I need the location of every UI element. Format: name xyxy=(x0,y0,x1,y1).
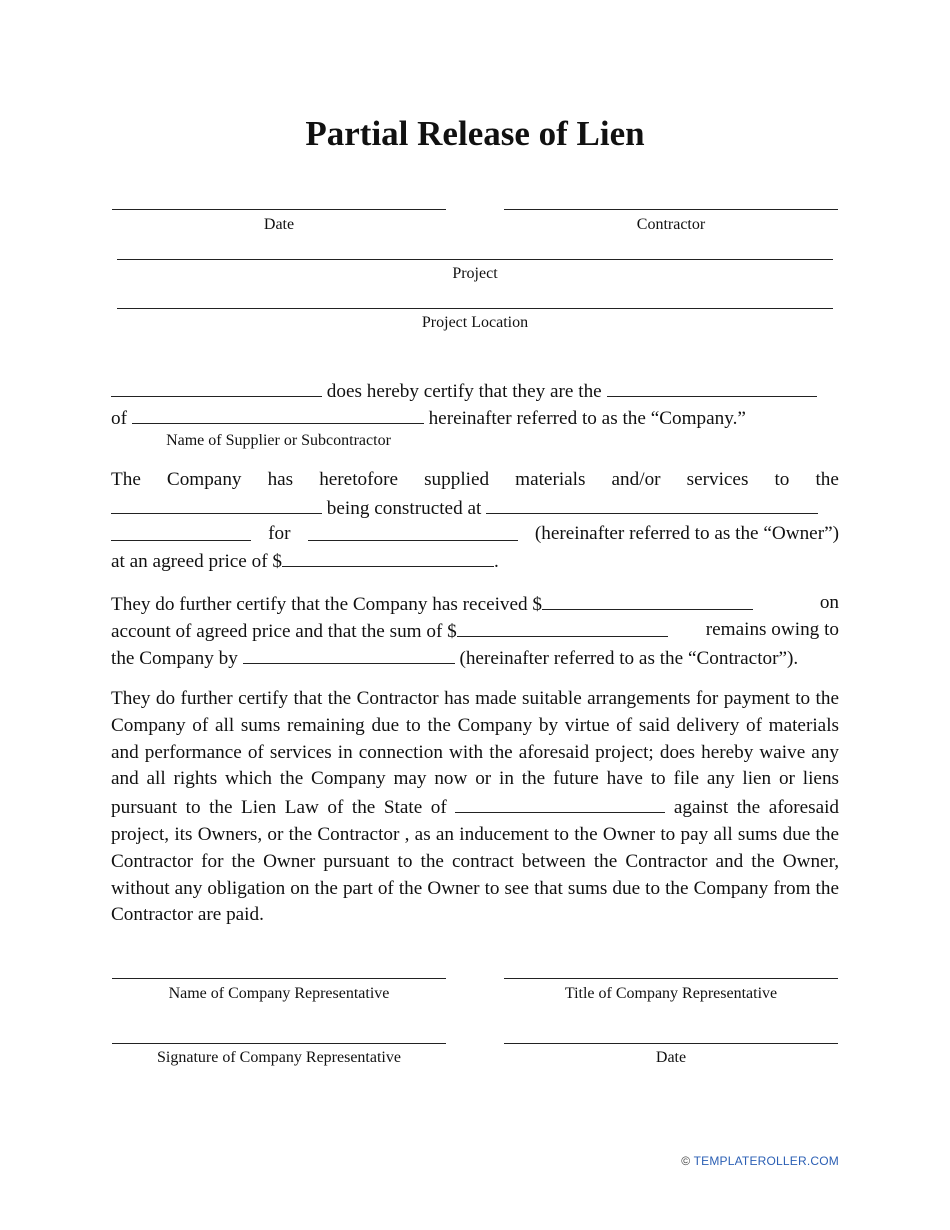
footer-brand[interactable] xyxy=(681,1154,839,1168)
owner-name-blank[interactable] xyxy=(308,521,518,541)
client-blank[interactable] xyxy=(111,521,251,541)
company-reference-text: hereinafter referred to as the “Company.” xyxy=(428,407,746,429)
project-location-field-label: Project Location xyxy=(421,314,529,331)
for-text: for xyxy=(268,522,291,544)
rep-title-line[interactable] xyxy=(504,978,838,979)
word: has xyxy=(267,469,294,490)
rep-name-line[interactable] xyxy=(112,978,446,979)
word: The xyxy=(111,469,141,490)
project-field-label: Project xyxy=(452,265,498,282)
supply-line-2 xyxy=(111,494,839,521)
copyright-icon: © xyxy=(681,1154,691,1168)
word: services xyxy=(686,469,749,490)
word: Company xyxy=(166,469,242,490)
supplier-caption: Name of Supplier or Subcontractor xyxy=(166,432,391,449)
received-text: They do further certify that the Company has received $ xyxy=(111,594,543,615)
signature-date-label: Date xyxy=(655,1049,687,1066)
project-location-field-line[interactable] xyxy=(117,308,833,309)
rep-title-label: Title of Company Representative xyxy=(564,985,778,1002)
contractor-field-line[interactable] xyxy=(504,209,838,210)
agreed-price-text: at an agreed price of $ xyxy=(111,551,282,573)
on-text: on xyxy=(819,592,839,613)
being-constructed-text: being constructed at xyxy=(326,497,482,519)
amount-owing-blank[interactable] xyxy=(457,617,668,637)
date-field-label: Date xyxy=(263,216,295,233)
contractor-reference-text: (hereinafter referred to as the “Contractor”). xyxy=(459,647,799,669)
owner-reference-text: (hereinafter referred to as the “Owner”) xyxy=(534,522,839,544)
supply-line-1 xyxy=(111,467,839,494)
supply-line-4 xyxy=(111,547,839,574)
payment-line-3 xyxy=(111,644,839,671)
project-name-blank[interactable] xyxy=(111,494,322,514)
certification-block xyxy=(111,377,839,431)
rep-signature-label: Signature of Company Representative xyxy=(157,1049,401,1066)
project-field-line[interactable] xyxy=(117,259,833,260)
word: supplied xyxy=(424,469,490,490)
supply-paragraph xyxy=(111,467,839,574)
sum-text: account of agreed price and that the sum of $ xyxy=(111,620,457,642)
word: heretofore xyxy=(319,469,399,490)
sum-text-group xyxy=(111,617,668,644)
contractor-name-blank[interactable] xyxy=(243,644,455,664)
construction-location-blank[interactable] xyxy=(486,494,818,514)
company-by-text: the Company by xyxy=(111,647,238,669)
certification-line-1 xyxy=(111,377,839,404)
supplier-location-blank[interactable] xyxy=(132,404,424,424)
supplier-name-blank[interactable] xyxy=(111,377,322,397)
supplier-type-blank[interactable] xyxy=(607,377,817,397)
rep-name-label: Name of Company Representative xyxy=(168,985,390,1002)
word: the xyxy=(815,469,839,490)
waiver-text-part1: They do further certify that the Contractor has made suitable arrangements for payment to the Company of all sums remaining due to the Company by virtue of said delivery of materials and performance of services in connection with the aforesaid project; does hereby waive any and all rights which the Company may now or in the future have to file any lien or liens pursuant to the Lien Law of the State of xyxy=(111,688,839,819)
of-text: of xyxy=(111,407,127,429)
payment-paragraph xyxy=(111,590,839,670)
remains-owing-text: remains owing to xyxy=(705,618,839,640)
supply-line-3 xyxy=(111,521,839,548)
state-blank[interactable] xyxy=(455,793,665,813)
payment-line-2 xyxy=(111,617,839,644)
date-field-line[interactable] xyxy=(112,209,446,210)
payment-line-1 xyxy=(111,590,839,617)
signature-date-line[interactable] xyxy=(504,1043,838,1044)
certification-line-2 xyxy=(111,404,839,431)
brand-link[interactable]: TEMPLATEROLLER.COM xyxy=(693,1154,839,1168)
agreed-price-blank[interactable] xyxy=(282,547,494,567)
rep-signature-line[interactable] xyxy=(112,1043,446,1044)
word: and/or xyxy=(611,469,661,490)
contractor-field-label: Contractor xyxy=(636,216,706,233)
received-text-group xyxy=(111,590,753,617)
amount-received-blank[interactable] xyxy=(542,590,753,610)
word: materials xyxy=(515,469,586,490)
certification-text: does hereby certify that they are the xyxy=(326,381,602,402)
word: to xyxy=(774,469,790,490)
period: . xyxy=(494,551,499,573)
waiver-text-part2: against the aforesaid project, its Owners, or the Contractor , as an inducement to the Owner to pay all sums due the Contractor for the Owner pursuant to the contract between the Contractor and the Owner, without any obligation on the part of the Owner to see that sums due to the Company from the Contractor are paid. xyxy=(111,797,840,926)
document-title: Partial Release of Lien xyxy=(305,114,645,153)
waiver-paragraph xyxy=(111,686,839,929)
